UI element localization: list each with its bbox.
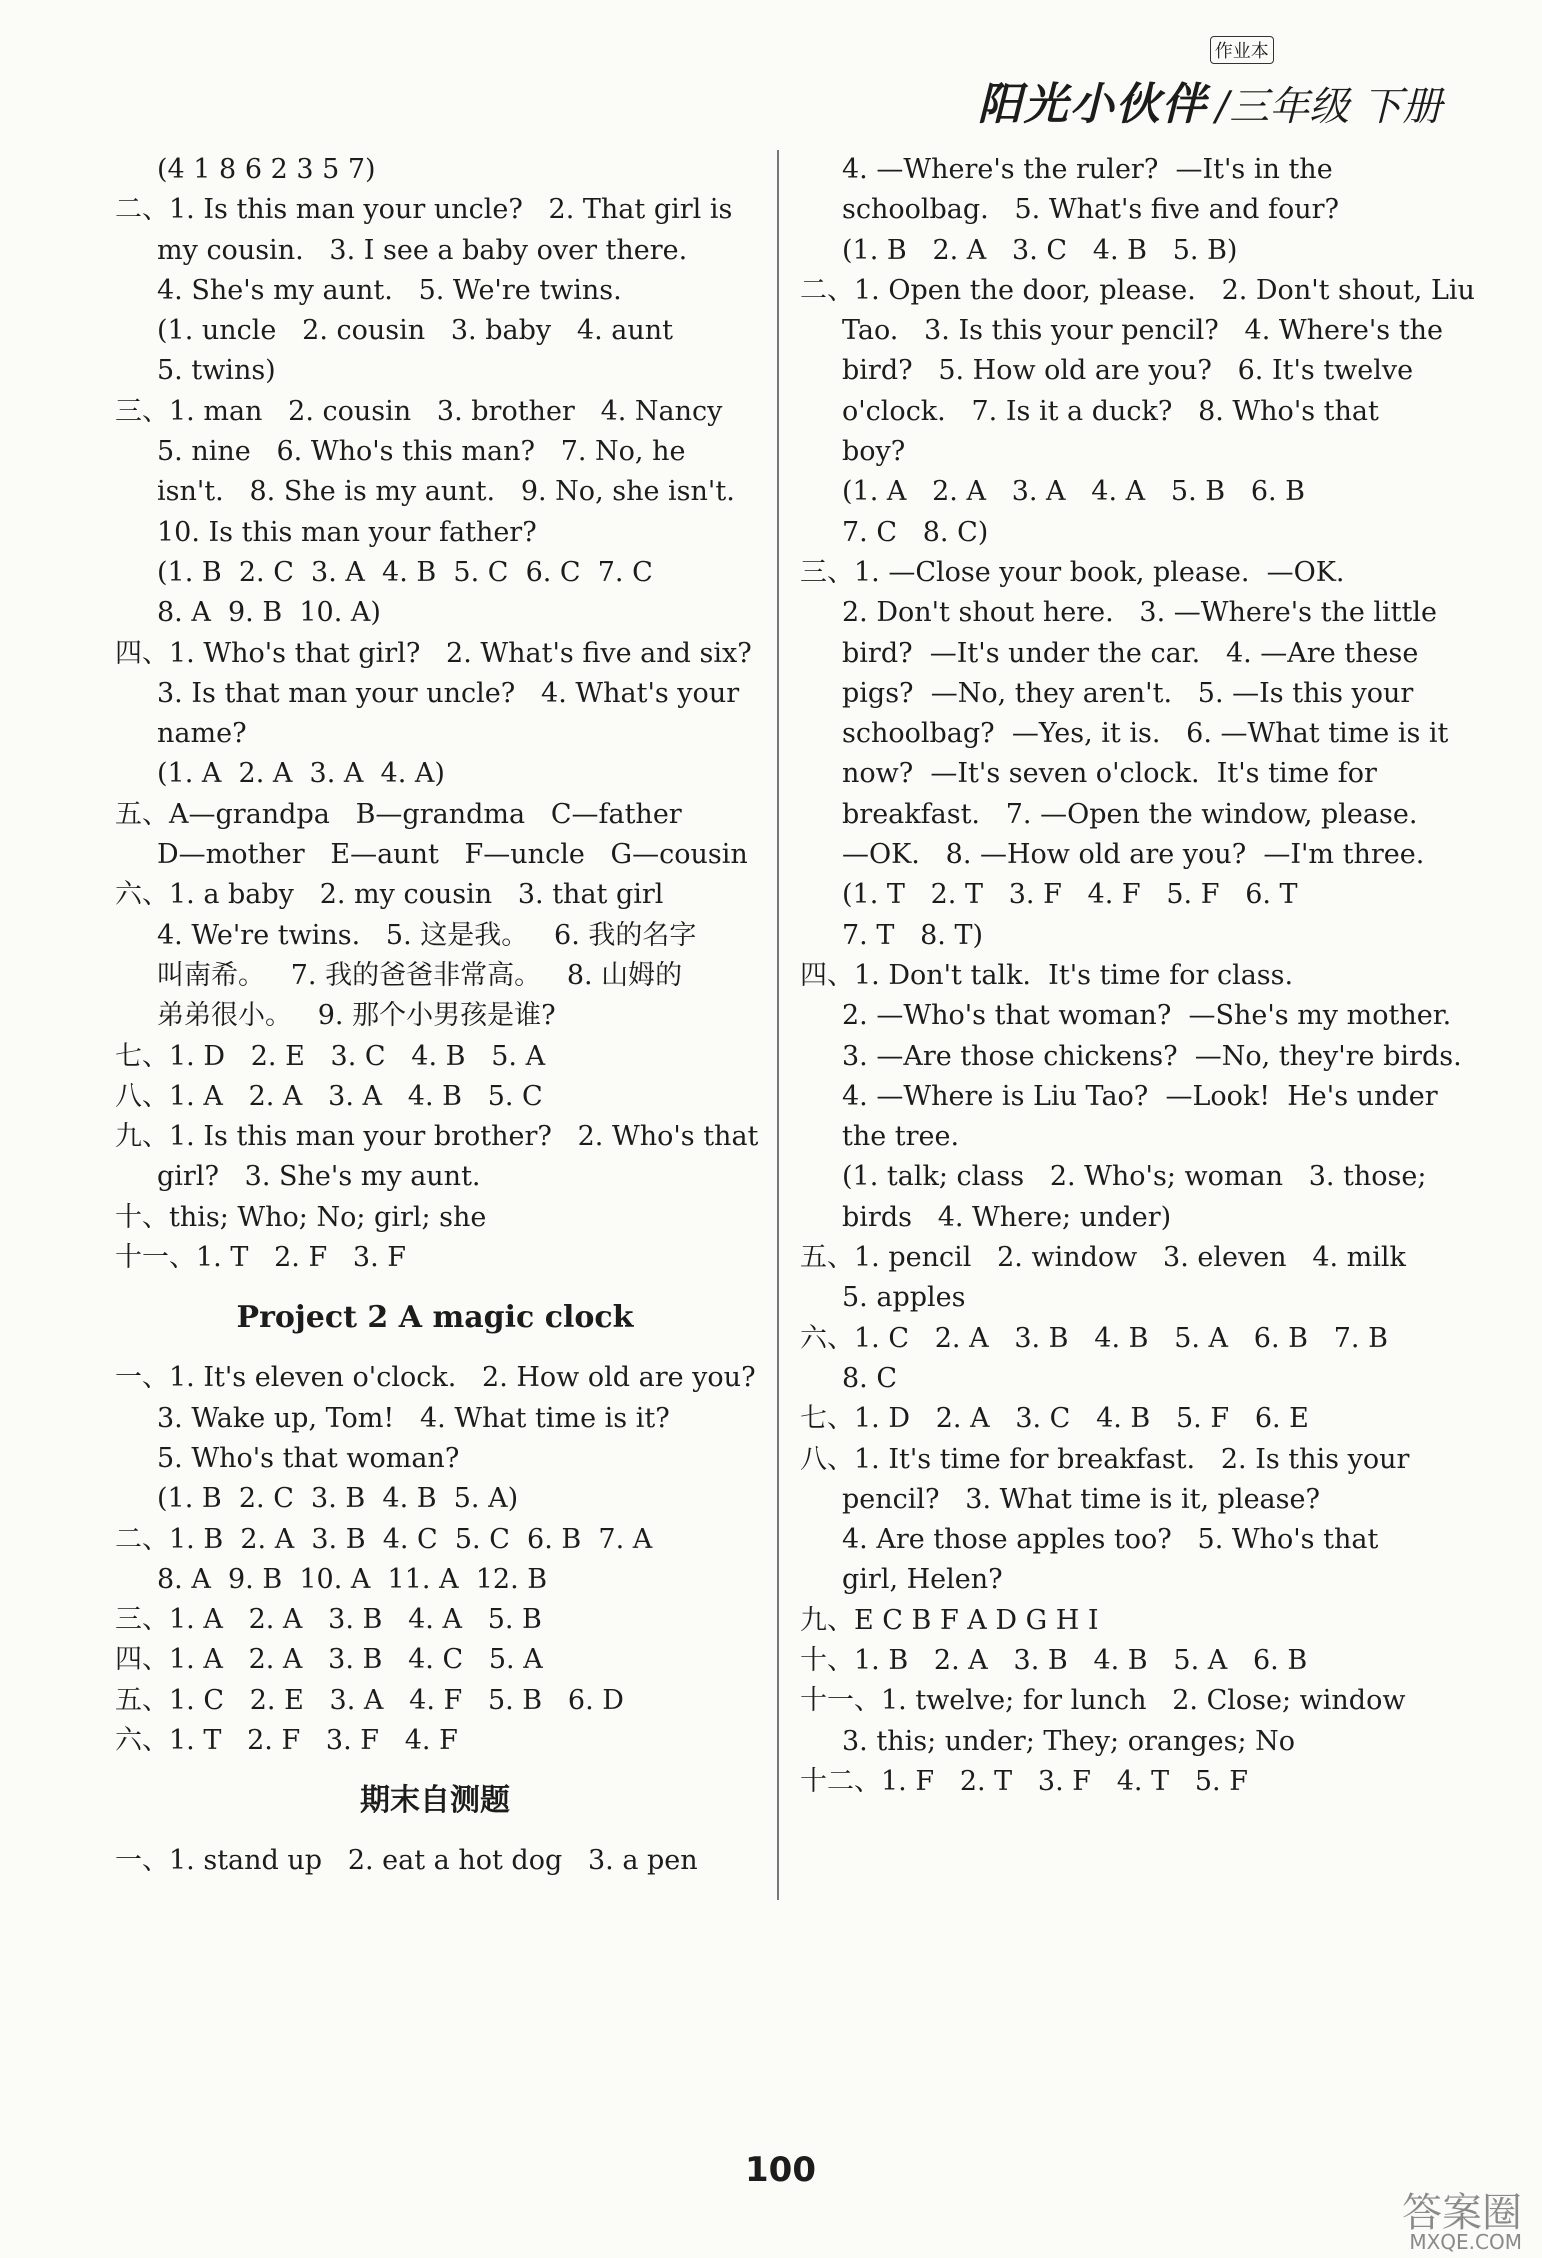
answer-line: girl, Helen?	[842, 1564, 1003, 1596]
answer-line: 4. We're twins. 5. 这是我。 6. 我的名字	[157, 919, 697, 951]
answer-line: girl? 3. She's my aunt.	[157, 1161, 481, 1193]
answer-line: 4. —Where is Liu Tao? —Look! He's under	[842, 1080, 1438, 1112]
answer-line: birds 4. Where; under)	[842, 1201, 1172, 1233]
answer-line: 五、A—grandpa B—grandma C—father	[115, 798, 682, 830]
answer-line: boy?	[842, 436, 906, 468]
answer-line: my cousin. 3. I see a baby over there.	[157, 234, 688, 266]
answer-line: 五、1. pencil 2. window 3. eleven 4. milk	[800, 1242, 1406, 1274]
answer-line: 4. —Where's the ruler? —It's in the	[842, 154, 1333, 185]
page-number: 100	[745, 2150, 816, 2190]
workbook-badge: 作业本	[1210, 36, 1274, 64]
answer-line: (4 1 8 6 2 3 5 7)	[157, 154, 376, 185]
answer-line: D—mother E—aunt F—uncle G—cousin	[157, 839, 748, 871]
answer-line: 8. A 9. B 10. A)	[157, 597, 381, 629]
section-title: Project 2 A magic clock	[236, 1300, 634, 1336]
answer-line: isn't. 8. She is my aunt. 9. No, she isn't.	[157, 476, 735, 508]
answer-line: —OK. 8. —How old are you? —I'm three.	[842, 839, 1425, 871]
answer-line: 十一、1. T 2. F 3. F	[115, 1242, 407, 1274]
answer-line: 十、1. B 2. A 3. B 4. B 5. A 6. B	[800, 1644, 1308, 1676]
answer-line: 十二、1. F 2. T 3. F 4. T 5. F	[800, 1765, 1248, 1797]
right-answer-column	[800, 150, 1475, 1802]
answer-line: bird? 5. How old are you? 6. It's twelve	[842, 355, 1414, 387]
answer-line: (1. talk; class 2. Who's; woman 3. those;	[842, 1161, 1427, 1193]
answer-line: (1. B 2. A 3. C 4. B 5. B)	[842, 234, 1238, 266]
answer-line: bird? —It's under the car. 4. —Are these	[842, 637, 1419, 669]
answer-line: 2. —Who's that woman? —She's my mother.	[842, 1000, 1452, 1032]
answer-line: 一、1. stand up 2. eat a hot dog 3. a pen	[115, 1845, 698, 1877]
answer-line: 10. Is this man your father?	[157, 516, 537, 548]
section-title: 期末自测题	[360, 1783, 510, 1819]
answer-line: (1. A 2. A 3. A 4. A)	[157, 758, 445, 790]
answer-line: 九、E C B F A D G H I	[800, 1604, 1099, 1636]
answer-line: now? —It's seven o'clock. It's time for	[842, 758, 1377, 790]
answer-line: 七、1. D 2. E 3. C 4. B 5. A	[115, 1040, 546, 1072]
answer-line: 四、1. A 2. A 3. B 4. C 5. A	[115, 1644, 543, 1676]
answer-line: (1. T 2. T 3. F 4. F 5. F 6. T	[842, 879, 1298, 911]
answer-line: 三、1. man 2. cousin 3. brother 4. Nancy	[115, 395, 723, 427]
answer-line: (1. A 2. A 3. A 4. A 5. B 6. B	[842, 476, 1306, 508]
answer-line: 九、1. Is this man your brother? 2. Who's that	[115, 1121, 759, 1153]
answer-line: 一、1. It's eleven o'clock. 2. How old are you?	[115, 1362, 756, 1394]
answer-line: 八、1. A 2. A 3. A 4. B 5. C	[115, 1080, 543, 1112]
column-divider	[777, 150, 779, 1900]
answer-line: 六、1. T 2. F 3. F 4. F	[115, 1724, 458, 1756]
answer-line: 4. Are those apples too? 5. Who's that	[842, 1524, 1379, 1556]
answer-line: 7. C 8. C)	[842, 516, 989, 548]
answer-line: 8. C	[842, 1362, 898, 1394]
answer-line: (1. uncle 2. cousin 3. baby 4. aunt	[157, 315, 673, 347]
answer-line: 3. Is that man your uncle? 4. What's your	[157, 677, 740, 709]
answer-line: 2. Don't shout here. 3. —Where's the little	[842, 597, 1437, 629]
answer-line: 5. apples	[842, 1282, 966, 1314]
answer-line: Tao. 3. Is this your pencil? 4. Where's the	[842, 315, 1443, 347]
answer-line: 5. nine 6. Who's this man? 7. No, he	[157, 436, 686, 468]
answer-line: 8. A 9. B 10. A 11. A 12. B	[157, 1563, 548, 1595]
answer-line: 十一、1. twelve; for lunch 2. Close; window	[800, 1685, 1406, 1717]
answer-line: o'clock. 7. Is it a duck? 8. Who's that	[842, 395, 1379, 427]
answer-line: 5. Who's that woman?	[157, 1442, 460, 1474]
answer-line: 五、1. C 2. E 3. A 4. F 5. B 6. D	[115, 1684, 624, 1716]
page-header	[977, 41, 1442, 132]
answer-line: pigs? —No, they aren't. 5. —Is this your	[842, 677, 1414, 709]
answer-line: 七、1. D 2. A 3. C 4. B 5. F 6. E	[800, 1403, 1309, 1435]
left-answer-column	[115, 150, 759, 1882]
answer-line: (1. B 2. C 3. B 4. B 5. A)	[157, 1483, 519, 1515]
answer-line: name?	[157, 718, 247, 750]
answer-line: schoolbag. 5. What's five and four?	[842, 194, 1339, 226]
answer-line: 4. She's my aunt. 5. We're twins.	[157, 274, 622, 306]
answer-line: 弟弟很小。 9. 那个小男孩是谁?	[157, 1000, 556, 1032]
answer-line: 四、1. Who's that girl? 2. What's five and six?	[115, 637, 752, 669]
answer-line: breakfast. 7. —Open the window, please.	[842, 798, 1418, 830]
answer-line: 3. this; under; They; oranges; No	[842, 1725, 1296, 1757]
answer-line: 二、1. B 2. A 3. B 4. C 5. C 6. B 7. A	[115, 1523, 653, 1555]
answer-line: pencil? 3. What time is it, please?	[842, 1483, 1320, 1515]
answer-line: 二、1. Open the door, please. 2. Don't shout, Liu	[800, 274, 1475, 306]
answer-line: 四、1. Don't talk. It's time for class.	[800, 959, 1294, 991]
grade-label: /三年级 下册	[1215, 84, 1442, 130]
answer-line: schoolbag? —Yes, it is. 6. —What time is it	[842, 718, 1449, 750]
answer-line: 三、1. A 2. A 3. B 4. A 5. B	[115, 1604, 542, 1636]
answer-line: 3. —Are those chickens? —No, they're birds.	[842, 1040, 1462, 1072]
answer-line: 六、1. C 2. A 3. B 4. B 5. A 6. B 7. B	[800, 1322, 1388, 1354]
answer-line: 十、this; Who; No; girl; she	[115, 1201, 487, 1233]
brand-title: 阳光小伙伴	[977, 79, 1208, 130]
watermark-url: MXQE.COM	[1409, 2230, 1522, 2254]
answer-line: 7. T 8. T)	[842, 919, 983, 951]
answer-line: (1. B 2. C 3. A 4. B 5. C 6. C 7. C	[157, 556, 653, 588]
answer-line: 5. twins)	[157, 355, 276, 387]
answer-line: 三、1. —Close your book, please. —OK.	[800, 556, 1345, 588]
watermark-logo: 答案圈	[1402, 2190, 1522, 2236]
answer-line: 八、1. It's time for breakfast. 2. Is this your	[800, 1443, 1410, 1475]
answer-line: 二、1. Is this man your uncle? 2. That girl is	[115, 194, 733, 226]
answer-line: the tree.	[842, 1121, 960, 1153]
answer-line: 六、1. a baby 2. my cousin 3. that girl	[115, 879, 664, 911]
answer-line: 叫南希。 7. 我的爸爸非常高。 8. 山姆的	[157, 959, 683, 991]
answer-line: 3. Wake up, Tom! 4. What time is it?	[157, 1402, 670, 1434]
